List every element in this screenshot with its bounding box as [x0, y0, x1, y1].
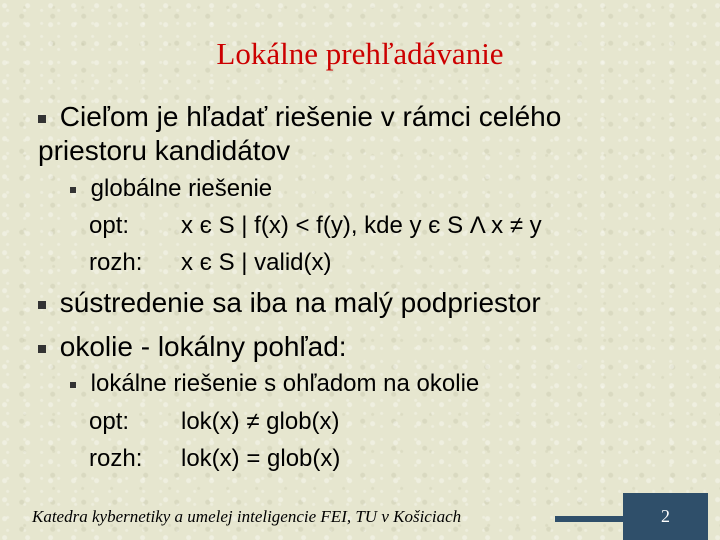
bullet-item-continuation: [38, 134, 290, 168]
bullet-item: [38, 286, 541, 320]
formula-label: opt:: [89, 408, 130, 435]
bullet-text: okolie - lokálny pohľad:: [59, 331, 347, 362]
bullet-text: Cieľom je hľadať riešenie v rámci celého: [59, 101, 562, 132]
formula-line: [89, 408, 340, 436]
formula-label: opt:: [89, 212, 130, 239]
formula-line: [89, 212, 542, 240]
slide-title: Lokálne prehľadávanie: [216, 36, 504, 71]
sub-bullet-text: lokálne riešenie s ohľadom na okolie: [90, 370, 480, 397]
sub-bullet-item: [70, 175, 272, 203]
formula-value: x є S | valid(x): [181, 249, 332, 276]
formula-value: x є S | f(x) < f(y), kde y є S Λ x ≠ y: [181, 212, 542, 239]
bullet-square-icon: [38, 301, 46, 309]
footer-institution: Katedra kybernetiky a umelej inteligencie FEI, TU v Košiciach: [32, 507, 462, 526]
formula-label: rozh:: [89, 249, 143, 276]
formula-line: [89, 249, 332, 277]
formula-label: rozh:: [89, 445, 143, 472]
formula-value: lok(x) = glob(x): [181, 445, 341, 472]
bullet-square-icon: [38, 345, 46, 353]
formula-value: lok(x) ≠ glob(x): [181, 408, 340, 435]
bullet-text: priestoru kandidátov: [38, 135, 291, 166]
footer-divider-bar: [555, 516, 623, 522]
formula-line: [89, 445, 340, 473]
sub-bullet-square-icon: [70, 187, 76, 193]
bullet-text: sústredenie sa iba na malý podpriestor: [59, 287, 541, 318]
sub-bullet-text: globálne riešenie: [90, 175, 273, 202]
sub-bullet-item: [70, 370, 479, 398]
sub-bullet-square-icon: [70, 382, 76, 388]
bullet-square-icon: [38, 115, 46, 123]
bullet-item: [38, 100, 561, 134]
page-number: 2: [623, 493, 708, 540]
bullet-item: [38, 330, 347, 364]
